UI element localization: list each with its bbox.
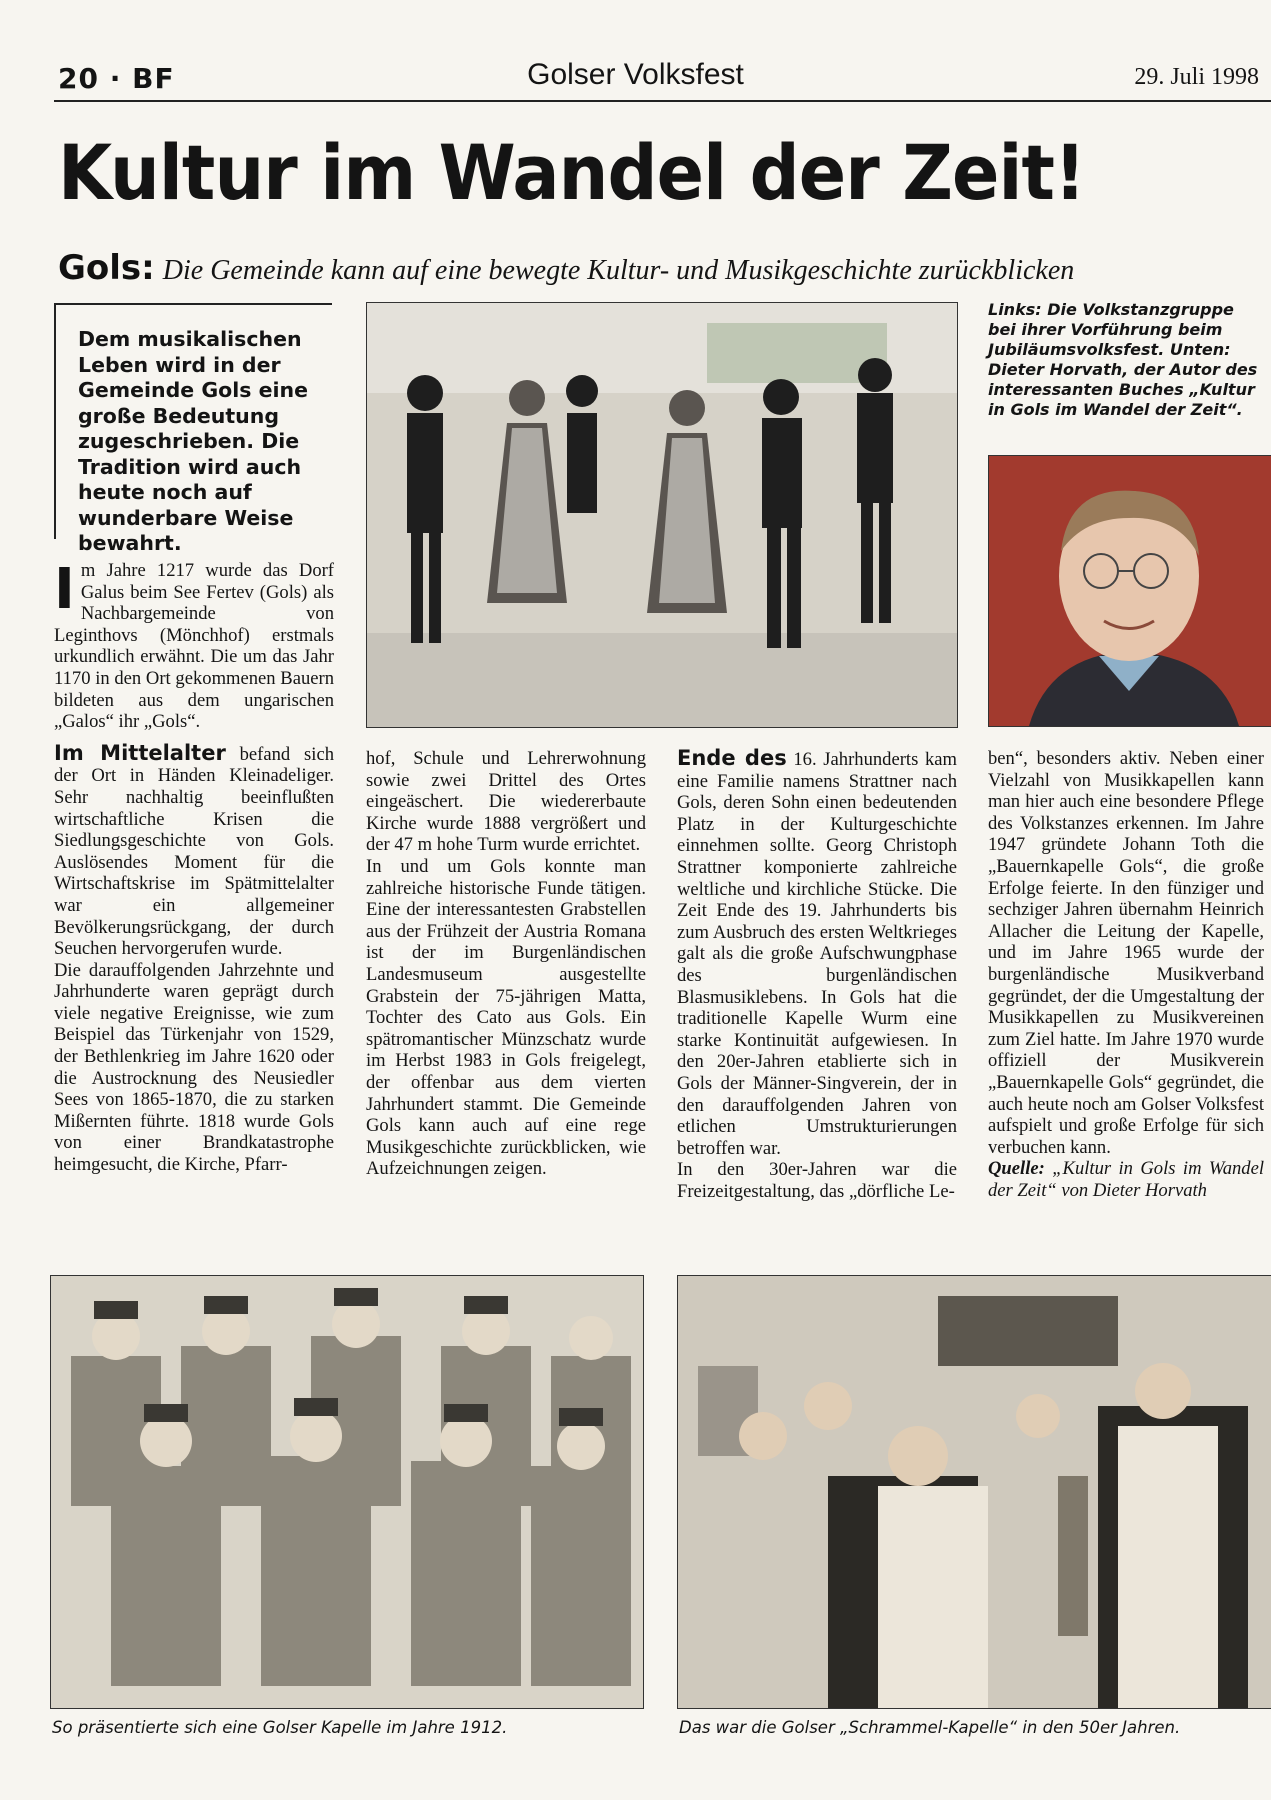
caption-50s: Das war die Golser „Schrammel-Kapelle“ in den 50er Jahren. — [679, 1718, 1181, 1737]
paragraph-text: Die darauffolgenden Jahrzehnte und Jahrhunderte waren geprägt durch viele negative Ereignisse, wie zum Beispiel das Türkenjahr von 1529, der Bethlenkrieg im Jahre 1620 oder die Austrocknung des Neusiedler Sees von 1865-1870, die zu starken Mißernten führte. 1818 wurde Gols von einer Brandkatastrophe heimgesucht, die Kirche, Pfarr- — [54, 959, 334, 1176]
paragraph — [677, 748, 957, 1159]
page-label: 20 · BF — [58, 62, 175, 95]
issue-date: 29. Juli 1998 — [1134, 64, 1259, 90]
source-label: Quelle: — [988, 1158, 1045, 1180]
article-column-1 — [54, 557, 334, 1176]
source-note — [988, 1158, 1264, 1201]
subhead-text: Die Gemeinde kann auf eine bewegte Kultur- und Musikgeschichte zurückblicken — [162, 255, 1075, 286]
portrait-illustration — [989, 456, 1271, 726]
paragraph-text: In den 30er-Jahren war die Freizeitgestaltung, das „dörfliche Le- — [677, 1159, 957, 1202]
paragraph-text: In und um Gols konnte man zahlreiche historische Funde tätigen. Eine der interessantesten Grabstellen aus der Frühzeit der Austria Romana ist der im Burgenländischen Landesmuseum ausgestellte Grabstein der 75-jährigen Matta, Tochter des Cato aus Gols. Ein spätromantischer Münzschatz wurde im Herbst 1983 in Gols freigelegt, der offenbar aus dem vierten Jahrhundert stammt. Die Gemeinde Gols kann auch auf eine rege Musikgeschichte zurückblicken, wie Aufzeichnungen zeigen. — [366, 855, 646, 1180]
article-column-3 — [677, 748, 957, 1202]
article-column-2 — [366, 748, 646, 1180]
header-rule — [54, 100, 1271, 102]
paragraph-text: m Jahre 1217 wurde das Dorf Galus beim See Fertev (Gols) als Nachbargemeinde von Leginthovs (Mönchhof) erstmals urkundlich erwähnt. Die um das Jahr 1170 in den Ort gekommenen Bauern bildeten aus dem ungarischen „Galos“ ihr „Gols“. — [54, 560, 334, 733]
section-title: Golser Volksfest — [527, 58, 744, 91]
author-portrait — [988, 455, 1271, 727]
headline: Kultur im Wandel der Zeit! — [58, 128, 1086, 217]
schrammel-band-illustration — [678, 1276, 1271, 1708]
drop-cap: I — [54, 557, 75, 622]
lead-in: Ende des — [677, 746, 787, 770]
side-caption: Links: Die Volkstanzgruppe bei ihrer Vorführung beim Jubiläumsvolksfest. Unten: Dieter Horvath, der Autor des interessanten Buches „Kultur in Gols im Wandel der Zeit“. — [988, 300, 1258, 419]
band-1912-illustration — [51, 1276, 643, 1708]
band-1912-photo — [50, 1275, 644, 1709]
paragraph — [54, 740, 334, 960]
dance-group-photo — [366, 302, 958, 728]
lead-in: Im Mittelalter — [54, 740, 226, 765]
subhead-keyword: Gols: — [58, 248, 155, 288]
dance-photo-illustration — [367, 303, 957, 727]
subhead — [58, 248, 1074, 288]
paragraph-text: ben“, besonders aktiv. Neben einer Vielzahl von Musikkapellen kann man hier auch eine besondere Pflege des Volkstanzes erkennen. Im Jahre 1947 gründete Johann Toth die „Bauernkapelle Gols“, die große Erfolge feierte. In den fünziger und sechziger Jahren übernahm Heinrich Allacher die Leitung der Kapelle, und im Jahre 1965 wurde der burgenländische Musikverband gegründet, der die Umgestaltung der Musikkapellen zu Musikvereinen zum Ziel hatte. Im Jahre 1970 wurde offiziell der Musikverein „Bauernkapelle Gols“ gegründet, die auch heute noch am Golser Volksfest aufspielt und große Erfolge für sich verbuchen kann. — [988, 748, 1264, 1158]
paragraph-text: 16. Jahrhunderts kam eine Familie namens Strattner nach Gols, deren Sohn einen bedeutenden Platz in der Kulturgeschichte einnehmen sollte. Georg Christoph Strattner komponierte zahlreiche weltliche und kirchliche Stücke. Die Zeit Ende des 19. Jahrhunderts bis zum Ausbruch des ersten Weltkrieges galt als die große Aufschwungphase des burgenländischen Blasmusiklebens. In Gols hat die traditionelle Kapelle Wurm eine starke Kontinuität aufgewiesen. In den 20er-Jahren etablierte sich in Gols der Männer-Singverein, der in den darauffolgenden Jahren von etlichen Umstrukturierungen betroffen war. — [677, 749, 957, 1159]
source-text: „Kultur in Gols im Wandel der Zeit“ von Dieter Horvath — [988, 1158, 1264, 1201]
paragraph-text: hof, Schule und Lehrerwohnung sowie zwei Drittel des Ortes eingeäschert. Die wiedererbaute Kirche wurde 1888 vergrößert und der 47 m hohe Turm wurde errichtet. — [366, 748, 646, 856]
intro-box: Dem musikalischen Leben wird in der Gemeinde Gols eine große Bedeutung zugeschrieben. Die Tradition wird auch heute noch auf wunderbare Weise bewahrt. — [54, 303, 332, 539]
article-column-4 — [988, 748, 1264, 1201]
paragraph-text: befand sich der Ort in Händen Kleinadeliger. Sehr nachhaltig beeinflußten wirtschaftliche Krisen die Siedlungsgeschichte von Gols. Auslösendes Moment für die Wirtschaftskrise im Spätmittelalter war ein allgemeiner Bevölkerungsrückgang, der durch Seuchen hervorgerufen wurde. — [54, 743, 334, 960]
schrammel-band-photo — [677, 1275, 1271, 1709]
paragraph — [54, 557, 334, 733]
caption-1912: So präsentierte sich eine Golser Kapelle im Jahre 1912. — [52, 1718, 508, 1737]
